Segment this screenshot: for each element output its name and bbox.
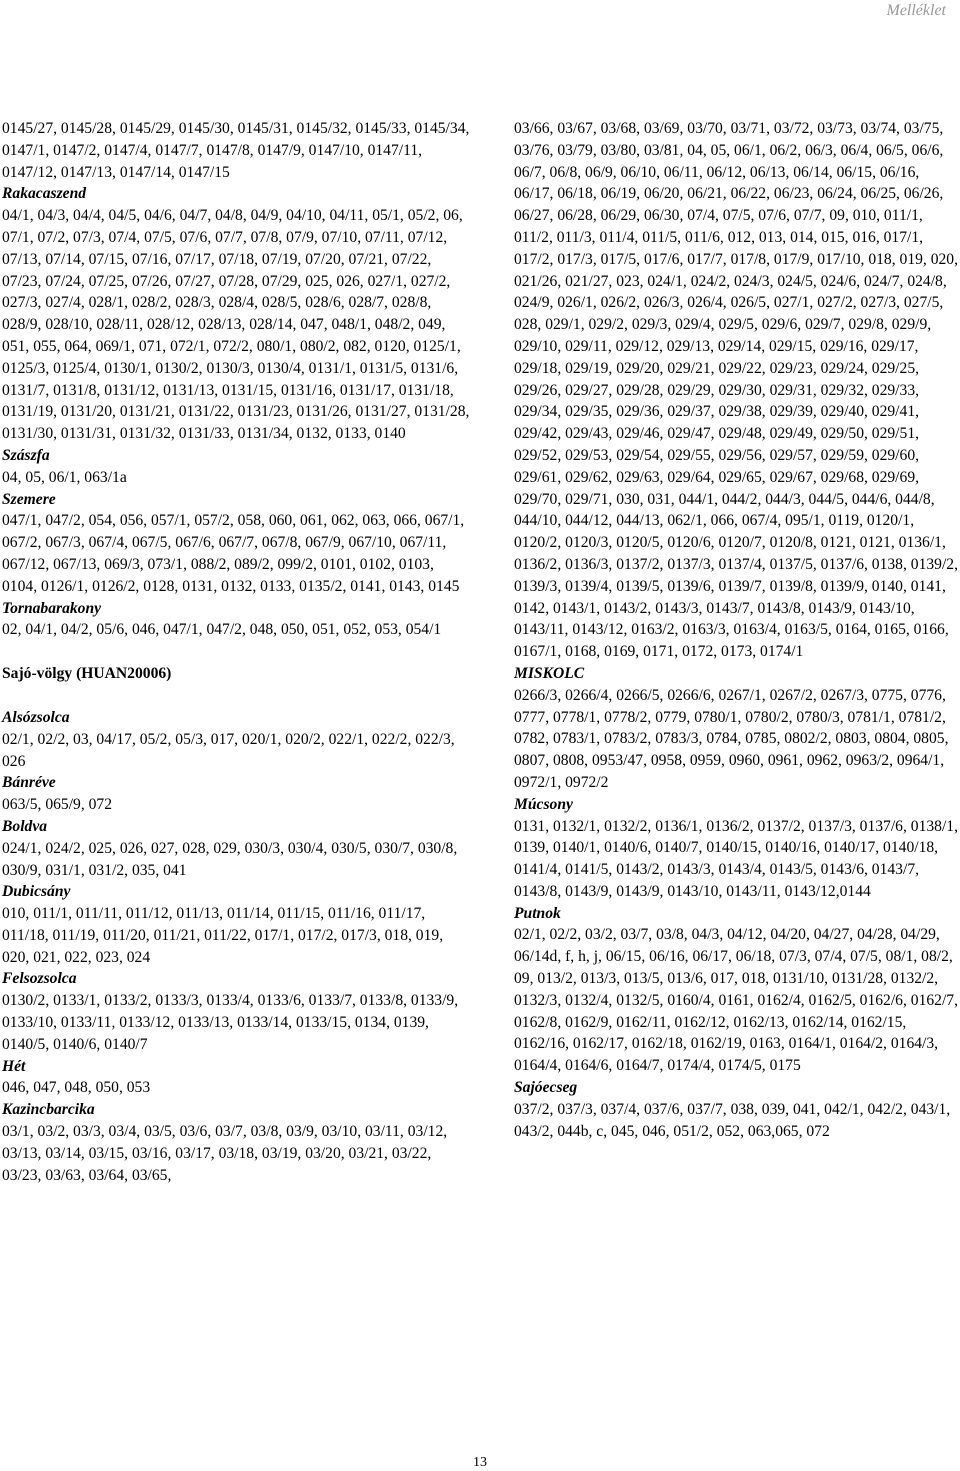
municipality-entry — [2, 772, 472, 816]
parcel-numbers: 0145/27, 0145/28, 0145/29, 0145/30, 0145/31, 0145/32, 0145/33, 0145/34, 0147/1, 0147/2, 0147/4, 0147/7, 0147/8, 0147/9, 0147/10, 0147/11, 0147/12, 0147/13, 0147/14, 0147/15 — [2, 120, 470, 181]
municipality-name: Múcsony — [514, 795, 573, 813]
municipality-name: Rakacaszend — [2, 185, 87, 203]
municipality-name: Felsozsolca — [2, 970, 77, 988]
municipality-name: Szászfa — [2, 446, 50, 464]
municipality-entry — [2, 707, 472, 772]
parcel-numbers: 0266/3, 0266/4, 0266/5, 0266/6, 0267/1, 0267/2, 0267/3, 0775, 0776, 0777, 0778/1, 0778/2, 0779, 0780/1, 0780/2, 0780/3, 0781/1, 0781/2, 0782, 0783/1, 0783/2, 0783/3, 0784, 0785, 0802/2, 0803, 0804, 0805, 0807, 0808, 0953/47, 0958, 0959, 0960, 0961, 0962, 0963/2, 0964/1, 0972/1, 0972/2 — [514, 686, 949, 791]
municipality-name: Dubicsány — [2, 883, 71, 901]
parcel-numbers: 047/1, 047/2, 054, 056, 057/1, 057/2, 058, 060, 061, 062, 063, 066, 067/1, 067/2, 067/3, 067/4, 067/5, 067/6, 067/7, 067/8, 067/9, 067/10, 067/11, 067/12, 067/13, 069/3, 073/1, 088/2, 089/2, 099/2, 0101, 0102, 0103, 0104, 0126/1, 0126/2, 0128, 0131, 0132, 0133, 0135/2, 0141, 0143, 0145 — [2, 512, 465, 595]
municipality-entry — [2, 489, 472, 598]
parcel-numbers: 02/1, 02/2, 03/2, 03/7, 03/8, 04/3, 04/12, 04/20, 04/27, 04/28, 04/29, 06/14d, f, h, j, 06/15, 06/16, 06/17, 06/18, 07/3, 07/4, 07/5, 08/1, 08/2, 09, 013/2, 013/3, 013/5, 013/6, 017, 018, 0131/10, 0131/28, 0132/2, 0132/3, 0132/4, 0132/5, 0160/4, 0161, 0162/4, 0162/5, 0162/6, 0162/7, 0162/8, 0162/9, 0162/11, 0162/12, 0162/13, 0162/14, 0162/15, 0162/16, 0162/17, 0162/18, 0162/19, 0163, 0164/1, 0164/2, 0164/3, 0164/4, 0164/6, 0164/7, 0174/4, 0174/5, 0175 — [514, 926, 958, 1075]
municipality-entry — [514, 118, 958, 663]
parcel-numbers: 02, 04/1, 04/2, 05/6, 046, 047/1, 047/2, 048, 050, 051, 052, 053, 054/1 — [2, 621, 442, 639]
municipality-entry — [2, 663, 472, 685]
parcel-numbers: 02/1, 02/2, 03, 04/17, 05/2, 05/3, 017, 020/1, 020/2, 022/1, 022/2, 022/3, 026 — [2, 730, 455, 770]
parcel-numbers: 0131, 0132/1, 0132/2, 0136/1, 0136/2, 0137/2, 0137/3, 0137/6, 0138/1, 0139, 0140/1, 0140/6, 0140/7, 0140/15, 0140/16, 0140/17, 0140/18, 0141/4, 0141/5, 0143/2, 0143/3, 0143/4, 0143/5, 0143/6, 0143/7, 0143/8, 0143/9, 0143/9, 0143/10, 0143/11, 0143/12,0144 — [514, 817, 958, 900]
municipality-entry — [2, 816, 472, 881]
municipality-name: Putnok — [514, 904, 561, 922]
municipality-name: Bánréve — [2, 774, 56, 792]
municipality-entry — [2, 1099, 472, 1186]
parcel-numbers: 03/1, 03/2, 03/3, 03/4, 03/5, 03/6, 03/7, 03/8, 03/9, 03/10, 03/11, 03/12, 03/13, 03/14, 03/15, 03/16, 03/17, 03/18, 03/19, 03/20, 03/21, 03/22, 03/23, 03/63, 03/64, 03/65, — [2, 1123, 448, 1184]
parcel-numbers: 010, 011/1, 011/11, 011/12, 011/13, 011/14, 011/15, 011/16, 011/17, 011/18, 011/19, 011/20, 011/21, 011/22, 017/1, 017/2, 017/3, 018, 019, 020, 021, 022, 023, 024 — [2, 905, 444, 966]
parcel-numbers: 04/1, 04/3, 04/4, 04/5, 04/6, 04/7, 04/8, 04/9, 04/10, 04/11, 05/1, 05/2, 06, 07/1, 07/2, 07/3, 07/4, 07/5, 07/6, 07/7, 07/8, 07/9, 07/10, 07/11, 07/12, 07/13, 07/14, 07/15, 07/16, 07/17, 07/18, 07/19, 07/20, 07/21, 07/22, 07/23, 07/24, 07/25, 07/26, 07/27, 07/28, 07/29, 025, 026, 027/1, 027/2, 027/3, 027/4, 028/1, 028/2, 028/3, 028/4, 028/5, 028/6, 028/7, 028/8, 028/9, 028/10, 028/11, 028/12, 028/13, 028/14, 047, 048/1, 048/2, 049, 051, 055, 064, 069/1, 071, 072/1, 072/2, 080/1, 080/2, 082, 0120, 0125/1, 0125/3, 0125/4, 0130/1, 0130/2, 0130/3, 0130/4, 0131/1, 0131/5, 0131/6, 0131/7, 0131/8, 0131/12, 0131/13, 0131/15, 0131/16, 0131/17, 0131/18, 0131/19, 0131/20, 0131/21, 0131/22, 0131/23, 0131/26, 0131/27, 0131/28, 0131/30, 0131/31, 0131/32, 0131/33, 0131/34, 0132, 0133, 0140 — [2, 207, 470, 443]
right-column — [514, 118, 958, 1142]
municipality-entry — [2, 1056, 472, 1100]
parcel-numbers: 024/1, 024/2, 025, 026, 027, 028, 029, 030/3, 030/4, 030/5, 030/7, 030/8, 030/9, 031/1, 031/2, 035, 041 — [2, 839, 458, 879]
page-header: Melléklet — [886, 2, 946, 19]
municipality-name: Kazincbarcika — [2, 1101, 95, 1119]
municipality-entry — [514, 903, 958, 1077]
municipality-name: Hét — [2, 1057, 26, 1075]
municipality-name: Boldva — [2, 817, 48, 835]
parcel-numbers: 046, 047, 048, 050, 053 — [2, 1079, 151, 1097]
municipality-name: Alsózsolca — [2, 708, 70, 726]
municipality-name: MISKOLC — [514, 664, 585, 682]
municipality-entry — [514, 794, 958, 903]
municipality-entry — [2, 445, 472, 489]
municipality-entry — [2, 118, 472, 183]
page-number: 13 — [473, 1455, 487, 1470]
region-heading: Sajó-völgy (HUAN20006) — [2, 665, 172, 683]
municipality-name: Tornabarakony — [2, 599, 102, 617]
municipality-entry — [2, 183, 472, 445]
municipality-entry — [514, 663, 958, 794]
parcel-numbers: 0130/2, 0133/1, 0133/2, 0133/3, 0133/4, 0133/6, 0133/7, 0133/8, 0133/9, 0133/10, 0133/11, 0133/12, 0133/13, 0133/14, 0133/15, 0134, 0139, 0140/5, 0140/6, 0140/7 — [2, 992, 459, 1053]
parcel-numbers: 063/5, 065/9, 072 — [2, 796, 113, 814]
municipality-entry — [2, 968, 472, 1055]
parcel-numbers: 04, 05, 06/1, 063/1a — [2, 468, 127, 486]
municipality-entry — [514, 1077, 958, 1142]
left-column — [2, 118, 472, 1186]
municipality-name: Sajóecseg — [514, 1079, 578, 1097]
parcel-numbers: 03/66, 03/67, 03/68, 03/69, 03/70, 03/71, 03/72, 03/73, 03/74, 03/75, 03/76, 03/79, 03/80, 03/81, 04, 05, 06/1, 06/2, 06/3, 06/4, 06/5, 06/6, 06/7, 06/8, 06/9, 06/10, 06/11, 06/12, 06/13, 06/14, 06/15, 06/16, 06/17, 06/18, 06/19, 06/20, 06/21, 06/22, 06/23, 06/24, 06/25, 06/26, 06/27, 06/28, 06/29, 06/30, 07/4, 07/5, 07/6, 07/7, 09, 010, 011/1, 011/2, 011/3, 011/4, 011/5, 011/6, 012, 013, 014, 015, 016, 017/1, 017/2, 017/3, 017/5, 017/6, 017/7, 017/8, 017/9, 017/10, 018, 019, 020, 021/26, 021/27, 023, 024/1, 024/2, 024/3, 024/5, 024/6, 024/7, 024/8, 024/9, 026/1, 026/2, 026/3, 026/4, 026/5, 027/1, 027/2, 027/3, 027/5, 028, 029/1, 029/2, 029/3, 029/4, 029/5, 029/6, 029/7, 029/8, 029/9, 029/10, 029/11, 029/12, 029/13, 029/14, 029/15, 029/16, 029/17, 029/18, 029/19, 029/20, 029/21, 029/22, 029/23, 029/24, 029/25, 029/26, 029/27, 029/28, 029/29, 029/30, 029/31, 029/32, 029/33, 029/34, 029/35, 029/36, 029/37, 029/38, 029/39, 029/40, 029/41, 029/42, 029/43, 029/46, 029/47, 029/48, 029/49, 029/50, 029/51, 029/52, 029/53, 029/54, 029/55, 029/56, 029/57, 029/59, 029/60, 029/61, 029/62, 029/63, 029/64, 029/65, 029/67, 029/68, 029/69, 029/70, 029/71, 030, 031, 044/1, 044/2, 044/3, 044/5, 044/6, 044/8, 044/10, 044/12, 044/13, 062/1, 066, 067/4, 095/1, 0119, 0120/1, 0120/2, 0120/3, 0120/5, 0120/6, 0120/7, 0120/8, 0121, 0121, 0136/1, 0136/2, 0136/3, 0137/2, 0137/3, 0137/4, 0137/5, 0137/6, 0138, 0139/2, 0139/3, 0139/4, 0139/5, 0139/6, 0139/7, 0139/8, 0139/9, 0140, 0141, 0142, 0143/1, 0143/2, 0143/3, 0143/7, 0143/8, 0143/9, 0143/10, 0143/11, 0143/12, 0163/2, 0163/3, 0163/4, 0163/5, 0164, 0165, 0166, 0167/1, 0168, 0169, 0171, 0172, 0173, 0174/1 — [514, 120, 958, 661]
parcel-numbers: 037/2, 037/3, 037/4, 037/6, 037/7, 038, 039, 041, 042/1, 042/2, 043/1, 043/2, 044b, c, 045, 046, 051/2, 052, 063,065, 072 — [514, 1100, 951, 1140]
municipality-name: Szemere — [2, 490, 56, 508]
municipality-entry — [2, 598, 472, 642]
municipality-entry — [2, 881, 472, 968]
